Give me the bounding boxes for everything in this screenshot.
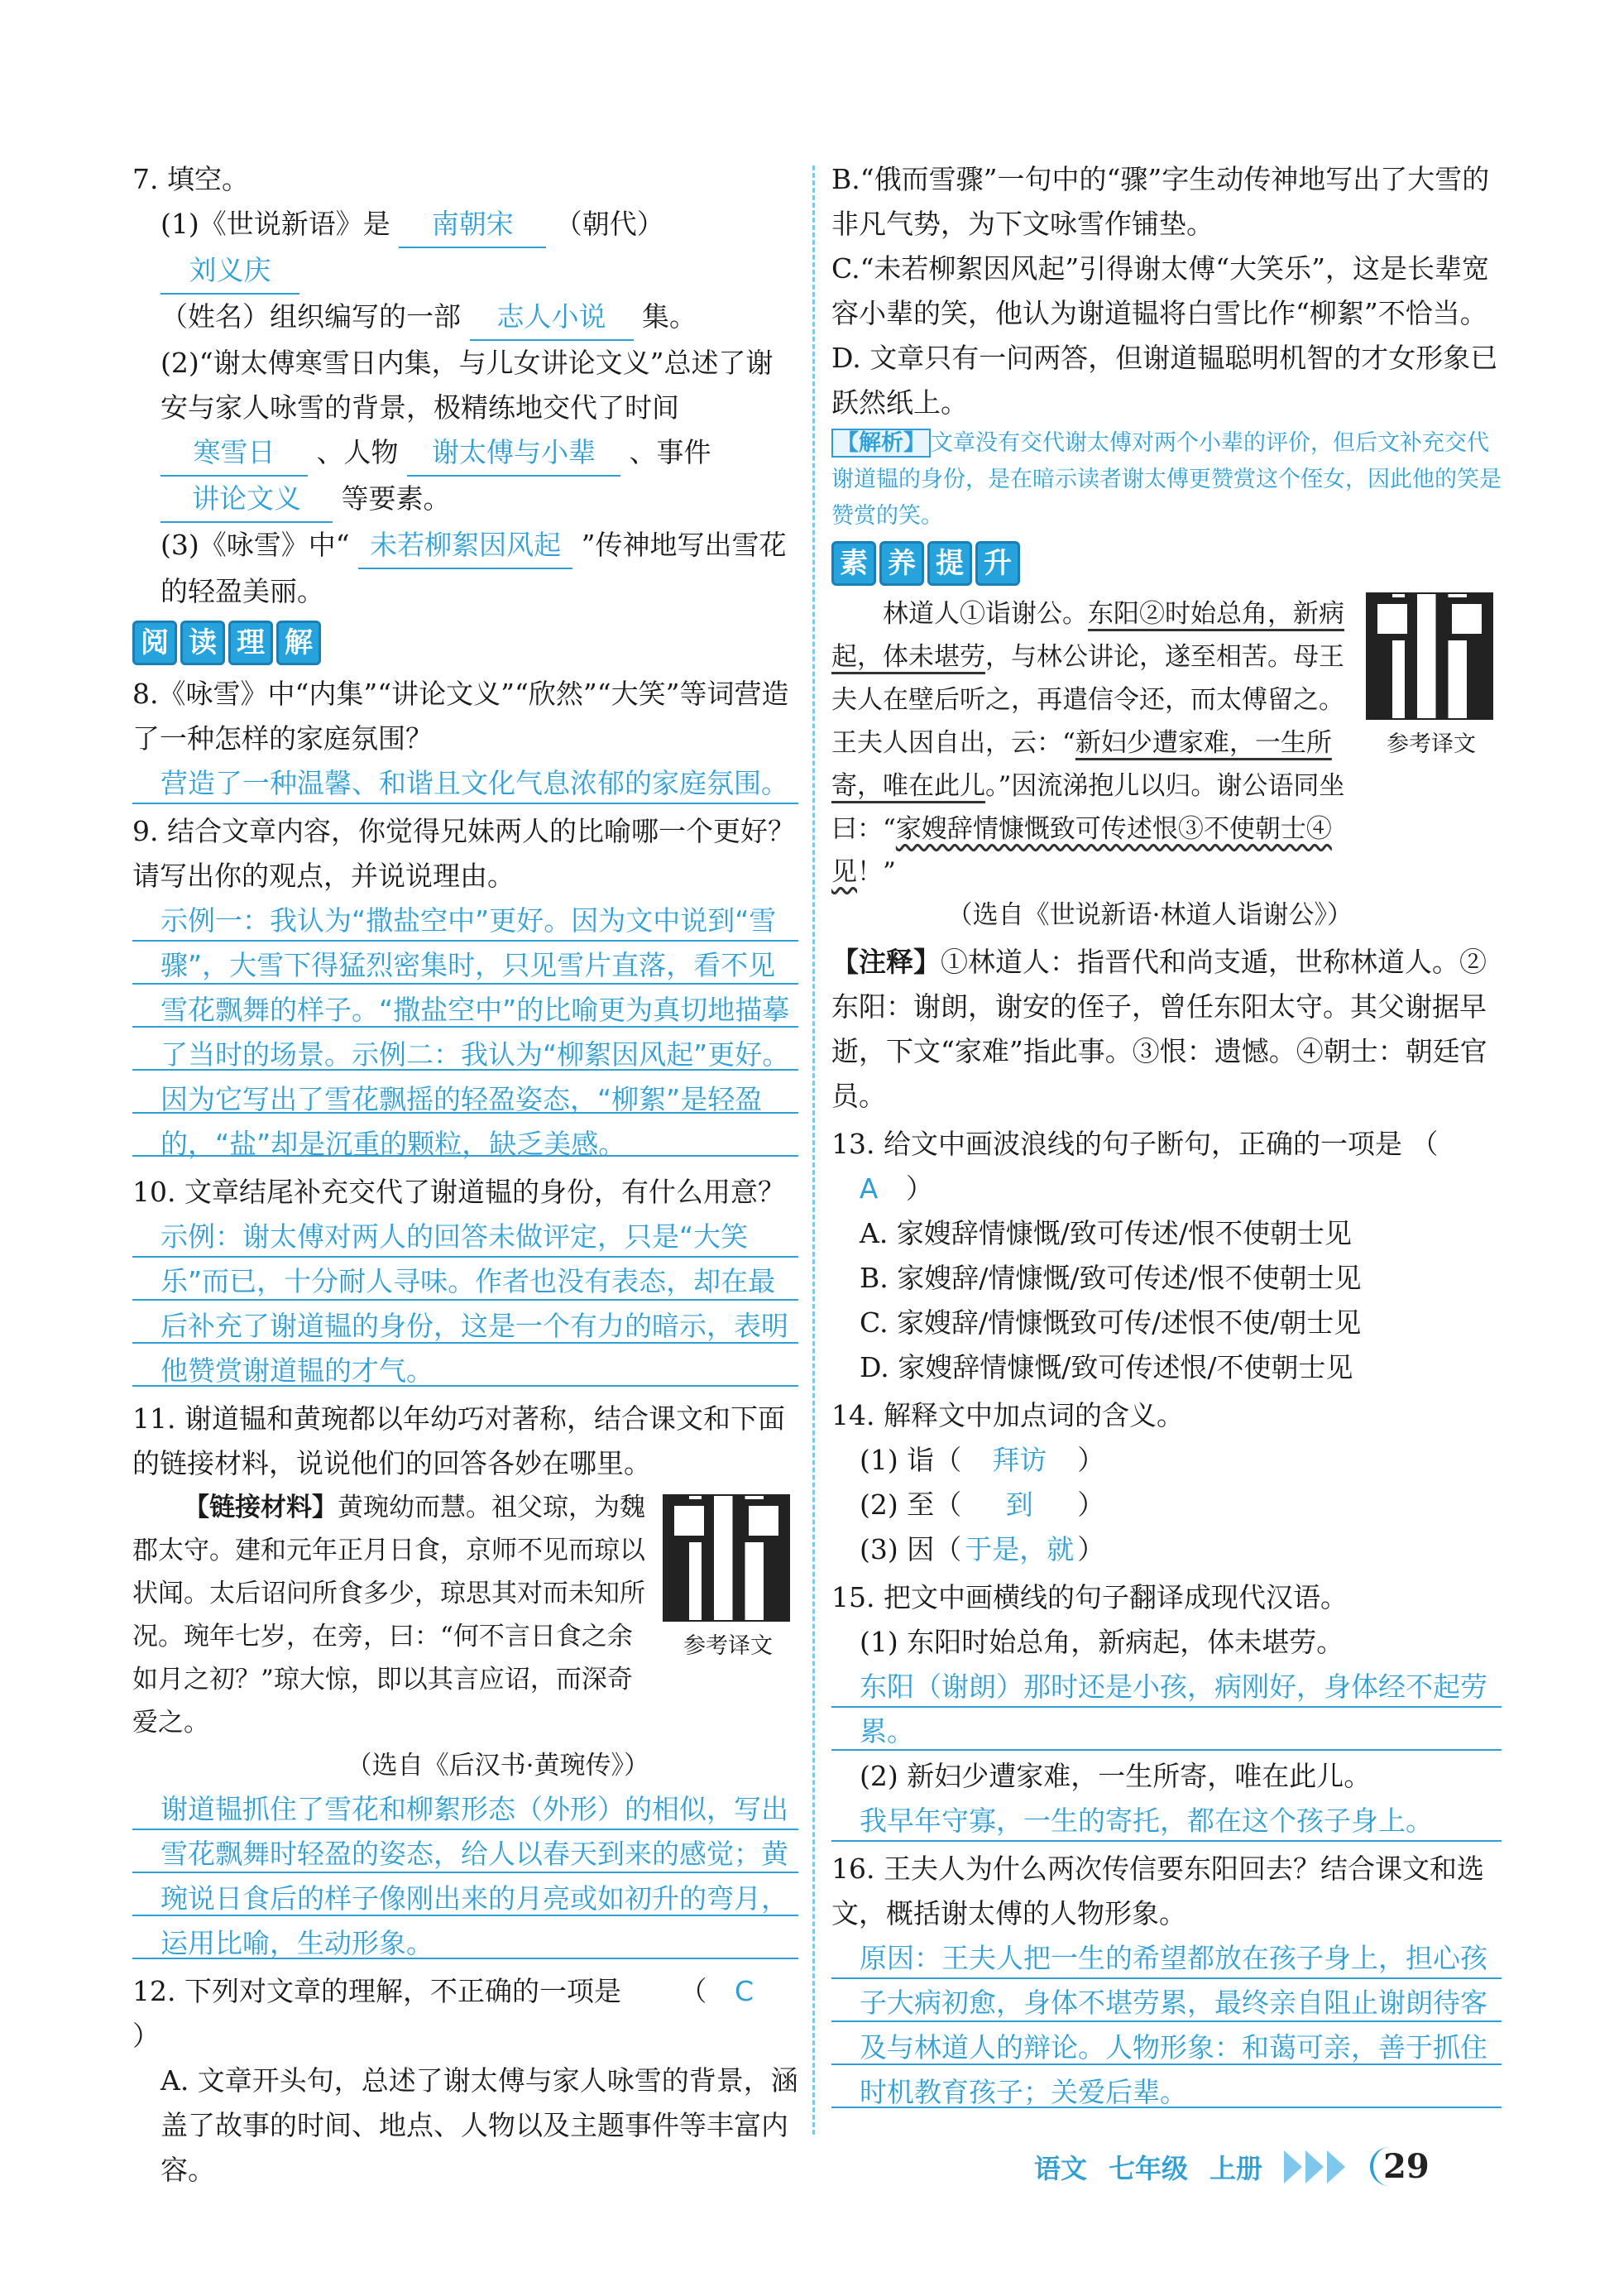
passage-underlined-1: 东阳②时始总角，新病起，体未堪劳 xyxy=(831,599,1344,672)
chevrons-icon xyxy=(1284,2150,1348,2183)
classical-passage xyxy=(831,592,1502,937)
passage-notes xyxy=(831,940,1502,1119)
answer-blank[interactable]: 到 xyxy=(1005,1488,1033,1521)
question-13-option-d: D. 家嫂辞情慷慨/致可传述恨/不使朝士见 xyxy=(860,1351,1353,1383)
question-15 xyxy=(831,1575,1502,1843)
question-15-sentence-1: (1) 东阳时始总角，新病起，体未堪劳。 xyxy=(860,1626,1344,1658)
passage-segment: 林道人①诣谢公。 xyxy=(883,599,1088,629)
question-7 xyxy=(132,157,798,614)
answer-blank[interactable]: 刘义庆 xyxy=(160,248,299,295)
answer-blank[interactable]: 志人小说 xyxy=(470,295,634,341)
passage-text xyxy=(831,592,1353,894)
answer-blank[interactable]: 讲论文义 xyxy=(160,477,333,523)
question-9-answer[interactable]: 示例一：我认为“撒盐空中”更好。因为文中说到“雪骤”，大雪下得猛烈密集时，只见雪片直落，看不见雪花飘舞的样子。“撒盐空中”的比喻更为真切地描摹了当时的场景。示例二：我认为“柳絮因风起”更好。因为它写出了雪花飘摇的轻盈姿态，“柳絮”是轻盈的，“盐”却是沉重的颗粒，缺乏美感。 xyxy=(132,899,798,1167)
question-14-text: 14. 解释文中加点词的含义。 xyxy=(831,1399,1184,1431)
question-14-item-3 xyxy=(831,1527,1502,1572)
analysis-label: 【解析】 xyxy=(831,429,931,458)
question-12-option-c: C.“未若柳絮因风起”引得谢太傅“大笑乐”，这是长辈宽容小辈的笑，他认为谢道韫将白雪比作“柳絮”不恰当。 xyxy=(831,252,1490,329)
question-14-item-1 xyxy=(831,1438,1502,1483)
link-material xyxy=(132,1486,798,1787)
footer-volume: 上册 xyxy=(1209,2152,1263,2184)
question-13-option-a: A. 家嫂辞情慷慨/致可传述/恨不使朝士见 xyxy=(860,1217,1353,1249)
question-8 xyxy=(132,672,798,806)
text: ） xyxy=(1077,1444,1105,1476)
text: (3)《咏雪》中“ xyxy=(160,529,350,561)
passage-segment: ，与林公讲论，遂至相苦。母王夫人在壁后听之，再遣信令还，而太傅留之。王夫人因自出，云：“ xyxy=(831,642,1344,758)
column-divider xyxy=(812,165,815,2135)
section-reading-banner xyxy=(132,621,798,665)
answer-blank[interactable]: 南朝宋 xyxy=(399,202,546,248)
question-9 xyxy=(132,809,798,1167)
question-10 xyxy=(132,1170,798,1393)
answer-blank[interactable]: 谢太傅与小辈 xyxy=(407,430,620,477)
text: (2) 至（ xyxy=(860,1488,962,1521)
qr-code-icon[interactable] xyxy=(663,1494,790,1622)
question-15-text: 15. 把文中画横线的句子翻译成现代汉语。 xyxy=(831,1581,1348,1613)
question-14-item-2 xyxy=(831,1483,1502,1527)
question-7-part-2 xyxy=(132,341,798,523)
question-8-text: 8.《咏雪》中“内集”“讲论文义”“欣然”“大笑”等词营造了一种怎样的家庭氛围？ xyxy=(132,678,789,755)
passage-wavy-line: 家嫂辞情慷慨致可传述恨③不使朝士④见 xyxy=(831,814,1332,887)
banner-char: 解 xyxy=(276,621,321,665)
question-15-answer-2[interactable]: 我早年守寡，一生的寄托，都在这个孩子身上。 xyxy=(831,1799,1502,1843)
text: ”传神地写出雪花的轻盈美丽。 xyxy=(160,529,787,607)
question-10-text: 10. 文章结尾补充交代了谢道韫的身份，有什么用意？ xyxy=(132,1176,785,1208)
passage-underlined-2: 新妇少遭家难，一生所寄，唯在此儿 xyxy=(831,728,1332,801)
text: 、人物 xyxy=(316,436,399,468)
answer-blank[interactable]: 未若柳絮因风起 xyxy=(358,523,572,569)
answer-blank[interactable]: 于是，就 xyxy=(965,1533,1075,1565)
qr-label: 参考译文 xyxy=(1387,731,1476,757)
passage-segment: ！” xyxy=(857,857,896,887)
question-12-option-d: D. 文章只有一问两答，但谢道韫聪明机智的才女形象已跃然纸上。 xyxy=(831,342,1498,419)
text: (3) 因（ xyxy=(860,1533,962,1565)
qr-label: 参考译文 xyxy=(683,1633,773,1659)
text: 等要素。 xyxy=(341,482,451,515)
banner-char: 读 xyxy=(180,621,225,665)
section-quality-banner xyxy=(831,541,1502,586)
answer-blank[interactable]: 寒雪日 xyxy=(160,430,308,477)
question-16-text: 16. 王夫人为什么两次传信要东阳回去？结合课文和选文，概括谢太傅的人物形象。 xyxy=(831,1853,1484,1929)
question-7-part-3 xyxy=(132,523,798,614)
banner-char: 阅 xyxy=(132,621,177,665)
link-material-text: 黄琬幼而慧。祖父琼，为魏郡太守。建和元年正月日食，京师不见而琼以状闻。太后诏问所食多少，琼思其对而未知所况。琬年七岁，在旁，曰：“何不言日食之余如月之初？”琼大惊，即以其言应诏，而深奇爱之。 xyxy=(132,1493,645,1738)
question-13: 13. 给文中画波浪线的句子断句，正确的一项是 （A ） A. 家嫂辞情慷慨/致可传述/恨不使朝士见 B. 家嫂辞/情慷慨/致可传述/恨不使朝士见 C. 家嫂辞/情慷慨致可传/述恨不使/朝士见 D. 家嫂辞情慷慨/致可传述恨/不使朝士见 xyxy=(831,1122,1502,1390)
text: (1) 诣（ xyxy=(860,1444,962,1476)
link-material-source: （选自《后汉书·黄琬传》） xyxy=(346,1751,649,1781)
analysis-text: 文章没有交代谢太傅对两个小辈的评价，但后文补充交代谢道韫的身份，是在暗示读者谢太傅更赞赏这个侄女，因此他的笑是赞赏的笑。 xyxy=(831,430,1502,529)
question-10-answer[interactable]: 示例：谢太傅对两人的回答未做评定，只是“大笑乐”而已，十分耐人寻味。作者也没有表态，却在最后补充了谢道韫的身份，这是一个有力的暗示，表明他赞赏谢道韫的才气。 xyxy=(132,1215,798,1393)
qr-code-icon[interactable] xyxy=(1366,592,1493,720)
question-11-answer[interactable]: 谢道韫抓住了雪花和柳絮形态（外形）的相似，写出雪花飘舞时轻盈的姿态，给人以春天到来的感觉；黄琬说日食后的样子像刚出来的月亮或如初升的弯月，运用比喻，生动形象。 xyxy=(132,1787,798,1966)
question-13-answer[interactable]: A xyxy=(859,1172,879,1205)
text: ） xyxy=(1077,1488,1105,1521)
question-14 xyxy=(831,1393,1502,1572)
text: （姓名）组织编写的一部 xyxy=(160,300,461,333)
question-9-text: 9. 结合文章内容，你觉得兄妹两人的比喻哪一个更好？请写出你的观点，并说说理由。 xyxy=(132,815,795,892)
left-column xyxy=(132,157,798,2196)
banner-char: 素 xyxy=(831,541,876,586)
banner-char: 养 xyxy=(879,541,924,586)
text: 、事件 xyxy=(629,436,711,468)
answer-blank[interactable]: 拜访 xyxy=(992,1444,1047,1476)
question-12-option-b: B.“俄而雪骤”一句中的“骤”字生动传神地写出了大雪的非凡气势，为下文咏雪作铺垫。 xyxy=(831,163,1490,240)
footer-grade: 七年级 xyxy=(1109,2152,1189,2184)
question-12-continued xyxy=(831,157,1502,534)
question-16-answer[interactable]: 原因：王夫人把一生的希望都放在孩子身上，担心孩子大病初愈，身体不堪劳累，最终亲自阻止谢朗待客及与林道人的辩论。人物形象：和蔼可亲，善于抓住时机教育孩子；关爱后辈。 xyxy=(831,1936,1502,2115)
text: (1)《世说新语》是 xyxy=(160,208,390,240)
question-12-analysis xyxy=(831,425,1502,534)
question-11-text: 11. 谢道韫和黄琬都以年幼巧对著称，结合课文和下面的链接材料，说说他们的回答各妙在哪里。 xyxy=(132,1402,785,1479)
passage-source: （选自《世说新语·林道人诣谢公》） xyxy=(946,900,1353,930)
text: (2)“谢太傅寒雪日内集，与儿女讲论文义”总述了谢安与家人咏雪的背景，极精练地交代了时间 xyxy=(160,347,774,424)
question-15-sentence-2: (2) 新妇少遭家难，一生所寄，唯在此儿。 xyxy=(860,1760,1372,1792)
question-12: 12. 下列对文章的理解，不正确的一项是 （ C） A. 文章开头句，总述了谢太傅与家人咏雪的背景，涵盖了故事的时间、地点、人物以及主题事件等丰富内容。 xyxy=(132,1969,798,2193)
text: （朝代） xyxy=(554,208,664,240)
question-13-option-b: B. 家嫂辞/情慷慨/致可传述/恨不使朝士见 xyxy=(860,1262,1362,1294)
banner-char: 理 xyxy=(228,621,273,665)
banner-char: 提 xyxy=(927,541,972,586)
page-number: 29 xyxy=(1370,2147,1430,2186)
question-7-title: 7. 填空。 xyxy=(132,163,249,195)
notes-text: ①林道人：指晋代和尚支遁，世称林道人。②东阳：谢朗，谢安的侄子，曾任东阳太守。其父谢据早逝，下文“家难”指此事。③恨：遗憾。④朝士：朝廷官员。 xyxy=(831,946,1487,1112)
question-12-option-a: A. 文章开头句，总述了谢太傅与家人咏雪的背景，涵盖了故事的时间、地点、人物以及主题事件等丰富内容。 xyxy=(160,2064,798,2186)
question-13-option-c: C. 家嫂辞/情慷慨致可传/述恨不使/朝士见 xyxy=(860,1306,1362,1339)
question-8-answer[interactable]: 营造了一种温馨、和谐且文化气息浓郁的家庭氛围。 xyxy=(132,761,798,806)
question-12-answer[interactable]: C xyxy=(734,1975,754,2007)
question-16 xyxy=(831,1847,1502,2115)
question-15-answer-1[interactable]: 东阳（谢朗）那时还是小孩，病刚好，身体经不起劳累。 xyxy=(831,1665,1502,1754)
text: ） xyxy=(1077,1533,1105,1565)
banner-char: 升 xyxy=(975,541,1020,586)
link-material-label: 【链接材料】 xyxy=(184,1493,338,1522)
question-7-part-1 xyxy=(132,202,798,341)
notes-label: 【注释】 xyxy=(831,946,941,978)
right-column xyxy=(831,157,1502,2118)
question-13-text: 13. 给文中画波浪线的句子断句，正确的一项是 xyxy=(831,1128,1402,1160)
passage-segment: 。”因流涕抱儿以归。谢公语同坐曰：“ xyxy=(831,771,1345,844)
question-11 xyxy=(132,1397,798,1966)
text: 集。 xyxy=(642,300,697,333)
page-footer xyxy=(1034,2147,1430,2186)
footer-subject: 语文 xyxy=(1034,2152,1088,2184)
question-12-text: 12. 下列对文章的理解，不正确的一项是 xyxy=(132,1975,621,2007)
